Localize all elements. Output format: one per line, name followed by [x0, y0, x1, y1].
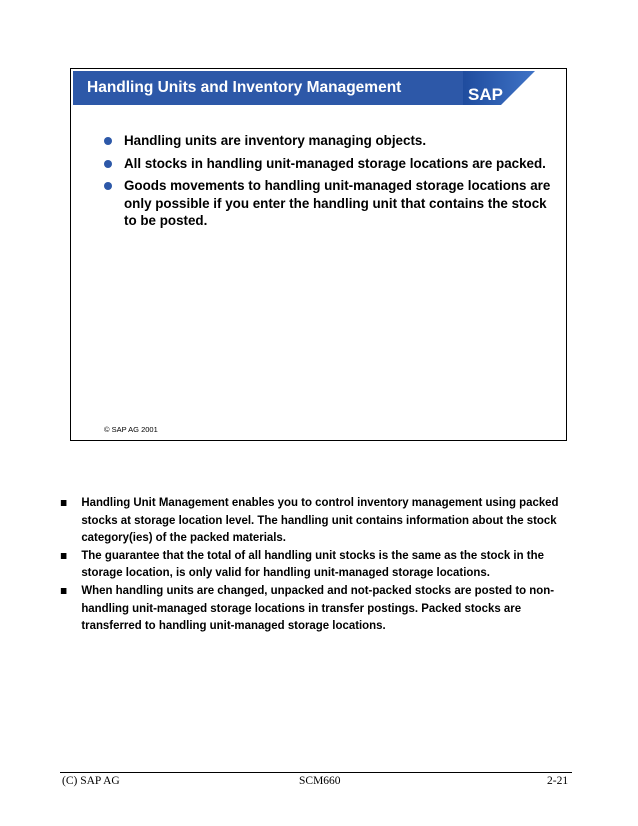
slide-title-bar: [73, 71, 473, 105]
notes-list: [59, 494, 559, 635]
square-bullet-icon: [61, 588, 67, 594]
sap-logo: [463, 71, 535, 105]
bullet-dot-icon: [104, 160, 112, 168]
footer-left: (C) SAP AG: [62, 775, 120, 787]
bullet-dot-icon: [104, 182, 112, 190]
note-item: Handling Unit Management enables you to control inventory management using packed stocks at storage location level. The handling unit contains information about the stock category(ies) of the packed materials.: [59, 494, 579, 547]
slide-frame: [70, 68, 567, 441]
slide-bullet: All stocks in handling unit-managed storage locations are packed.: [101, 155, 551, 173]
slide-copyright: © SAP AG 2001: [104, 425, 158, 434]
footer-divider: [60, 772, 572, 773]
footer-center: SCM660: [299, 775, 341, 787]
note-item: When handling units are changed, unpacked and not-packed stocks are posted to non-handling unit-managed storage locations in transfer postings. Packed stocks are transferred to handling unit-managed storage locations.: [59, 582, 579, 635]
note-item: The guarantee that the total of all handling unit stocks is the same as the stock in the storage location, is only valid for handling unit-managed storage locations.: [59, 547, 579, 582]
slide-title: Handling Units and Inventory Management: [87, 79, 402, 96]
square-bullet-icon: [61, 553, 67, 559]
slide-bullet: Handling units are inventory managing objects.: [101, 132, 551, 150]
sap-logo-text: SAP: [468, 85, 503, 104]
footer-page-number: 2-21: [547, 775, 569, 787]
bullet-dot-icon: [104, 137, 112, 145]
square-bullet-icon: [61, 500, 67, 506]
slide-bullet: Goods movements to handling unit-managed storage locations are only possible if you enter the handling unit that contains the stock to be posted.: [101, 177, 551, 230]
slide-bullet-list: [101, 132, 551, 235]
